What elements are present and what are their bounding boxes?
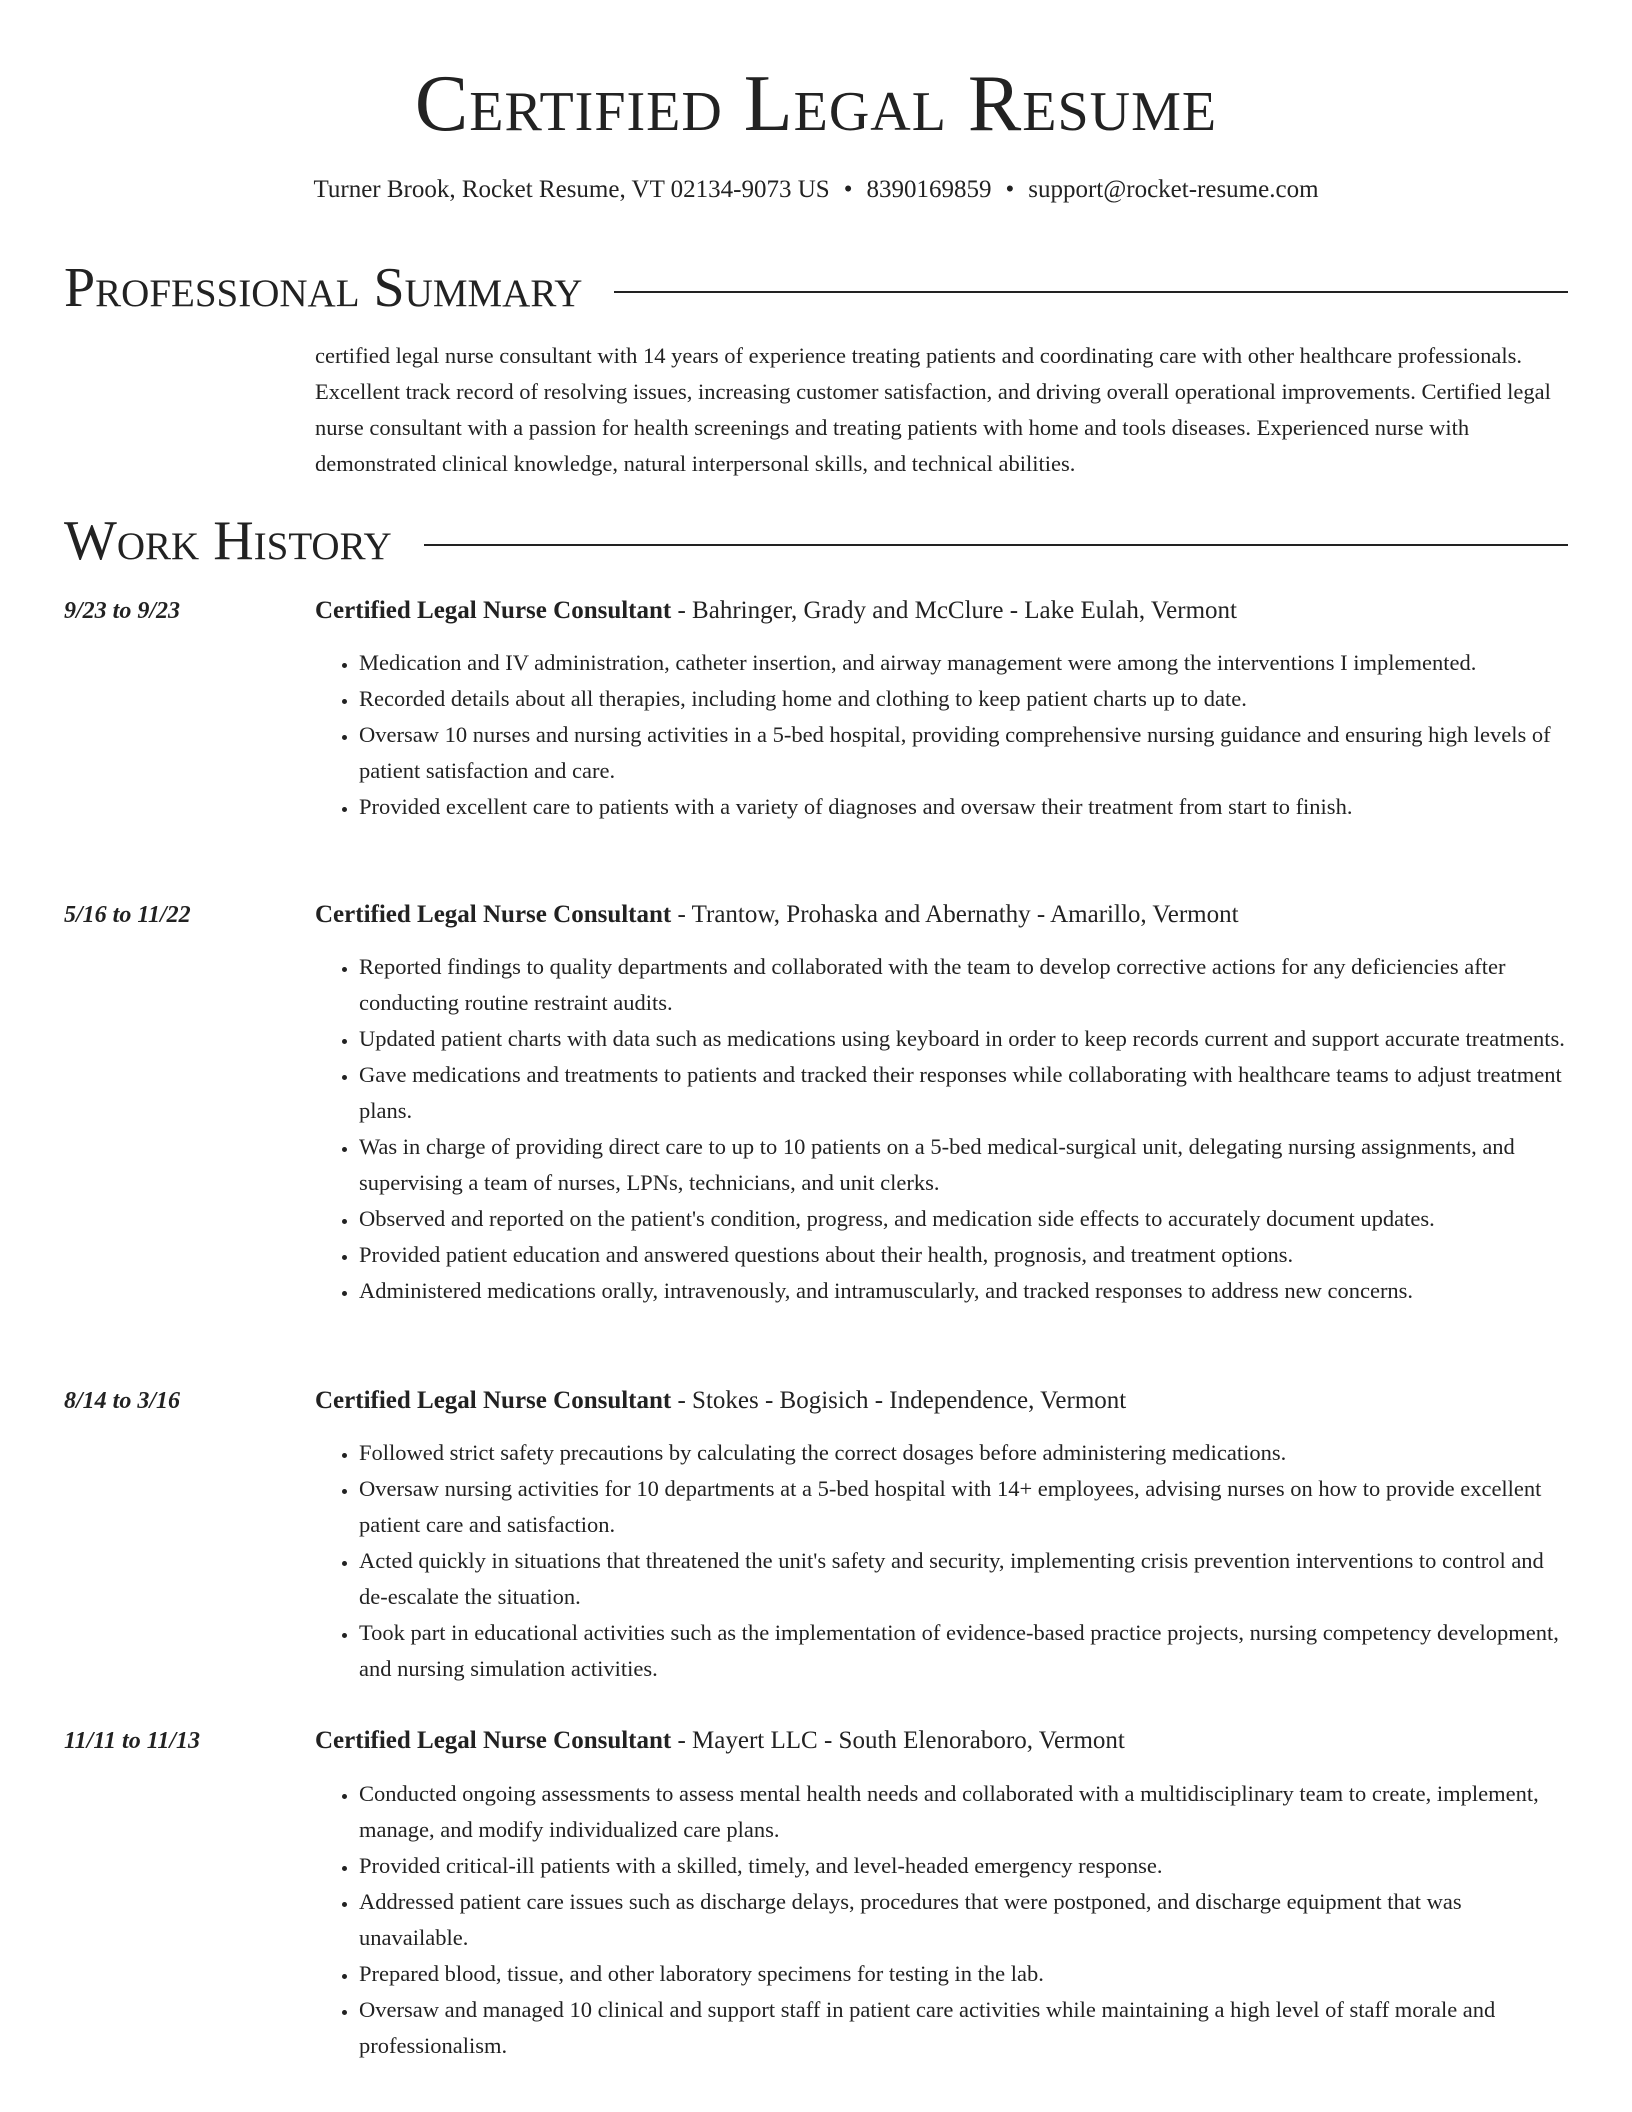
summary-text: certified legal nurse consultant with 14 years of experience treating patients and coordinating care with other healthcare professionals. Excellent track record of resolving issues, increasing customer satisfaction, and driving overall operational improvements. Certified legal nurse consultant with a passion for health screenings and treating patients with home and tools diseases. Experienced nurse with demonstrated clinical knowledge, natural interpersonal skills, and technical abilities.	[315, 343, 1551, 476]
section-divider	[614, 291, 1568, 293]
job-bullets	[315, 1435, 1568, 1687]
job-bullet: • Took part in educational activities such as the implementation of evidence-based practice projects, nursing competency development, and nursing simulation activities.	[359, 1615, 1568, 1687]
job-bullet: • Oversaw nursing activities for 10 departments at a 5-bed hospital with 14+ employees, advising nurses on how to provide excellent patient care and satisfaction.	[359, 1471, 1568, 1543]
job-title: Certified Legal Nurse Consultant	[315, 597, 672, 624]
job-bullet: • Updated patient charts with data such as medications using keyboard in order to keep records current and support accurate treatments.	[359, 1021, 1568, 1057]
job-dates: 5/16 to 11/22	[64, 902, 191, 928]
job-bullet: • Provided critical-ill patients with a skilled, timely, and level-headed emergency response.	[359, 1848, 1568, 1884]
resume-title: Certified Legal Resume	[414, 60, 1218, 148]
job-employer-location: - Stokes - Bogisich - Independence, Vermont	[671, 1387, 1127, 1414]
summary-heading: Professional Summary	[64, 257, 583, 319]
work-history-section-header	[64, 509, 1568, 573]
job-bullet: • Provided excellent care to patients with a variety of diagnoses and oversaw their treatment from start to finish.	[359, 789, 1568, 825]
job-employer-location: - Trantow, Prohaska and Abernathy - Amarillo, Vermont	[671, 901, 1239, 928]
contact-email: support@rocket-resume.com	[1028, 176, 1319, 203]
job-dates: 9/23 to 9/23	[64, 598, 181, 624]
job-bullet: • Observed and reported on the patient's condition, progress, and medication side effects to accurately document updates.	[359, 1201, 1568, 1237]
job-title: Certified Legal Nurse Consultant	[315, 901, 672, 928]
job-bullet: • Administered medications orally, intravenously, and intramuscularly, and tracked responses to address new concerns.	[359, 1273, 1568, 1309]
job-bullets	[315, 949, 1568, 1309]
job-bullet: • Addressed patient care issues such as discharge delays, procedures that were postponed, and discharge equipment that was unavailable.	[359, 1884, 1568, 1956]
summary-section-header	[64, 256, 1568, 320]
contact-separator: •	[843, 176, 853, 203]
job-employer-location: - Bahringer, Grady and McClure - Lake Eulah, Vermont	[671, 597, 1237, 624]
contact-address: Turner Brook, Rocket Resume, VT 02134-9073 US	[313, 176, 830, 203]
job-bullet: • Provided patient education and answered questions about their health, prognosis, and treatment options.	[359, 1237, 1568, 1273]
job-employer-location: - Mayert LLC - South Elenoraboro, Vermont	[671, 1727, 1125, 1754]
contact-line	[0, 174, 1632, 206]
section-divider	[424, 544, 1568, 546]
job-bullet: • Medication and IV administration, catheter insertion, and airway management were among the interventions I implemented.	[359, 645, 1568, 681]
job-bullet: • Acted quickly in situations that threatened the unit's safety and security, implementing crisis prevention interventions to control and de-escalate the situation.	[359, 1543, 1568, 1615]
contact-phone: 8390169859	[866, 176, 992, 203]
job-bullet: • Followed strict safety precautions by calculating the correct dosages before administering medications.	[359, 1435, 1568, 1471]
job-bullet: • Was in charge of providing direct care to up to 10 patients on a 5-bed medical-surgical unit, delegating nursing assignments, and supervising a team of nurses, LPNs, technicians, and unit clerks.	[359, 1129, 1568, 1201]
job-bullet: • Gave medications and treatments to patients and tracked their responses while collaborating with healthcare teams to adjust treatment plans.	[359, 1057, 1568, 1129]
job-title: Certified Legal Nurse Consultant	[315, 1727, 672, 1754]
job-bullet: • Oversaw 10 nurses and nursing activities in a 5-bed hospital, providing comprehensive nursing guidance and ensuring high levels of patient satisfaction and care.	[359, 717, 1568, 789]
job-bullet: • Reported findings to quality departments and collaborated with the team to develop corrective actions for any deficiencies after conducting routine restraint audits.	[359, 949, 1568, 1021]
job-heading	[315, 595, 1568, 627]
job-dates: 11/11 to 11/13	[64, 1728, 201, 1754]
job-bullet: • Prepared blood, tissue, and other laboratory specimens for testing in the lab.	[359, 1956, 1568, 1992]
job-heading	[315, 1385, 1568, 1417]
job-bullets	[315, 645, 1568, 825]
contact-separator: •	[1005, 176, 1015, 203]
work-history-heading: Work History	[64, 510, 392, 572]
job-heading	[315, 1725, 1568, 1757]
job-bullets	[315, 1776, 1568, 2064]
job-heading	[315, 899, 1568, 931]
job-title: Certified Legal Nurse Consultant	[315, 1387, 672, 1414]
job-bullet: • Recorded details about all therapies, including home and clothing to keep patient charts up to date.	[359, 681, 1568, 717]
job-dates: 8/14 to 3/16	[64, 1388, 181, 1414]
job-bullet: • Conducted ongoing assessments to assess mental health needs and collaborated with a multidisciplinary team to create, implement, manage, and modify individualized care plans.	[359, 1776, 1568, 1848]
job-bullet: • Oversaw and managed 10 clinical and support staff in patient care activities while maintaining a high level of staff morale and professionalism.	[359, 1992, 1568, 2064]
